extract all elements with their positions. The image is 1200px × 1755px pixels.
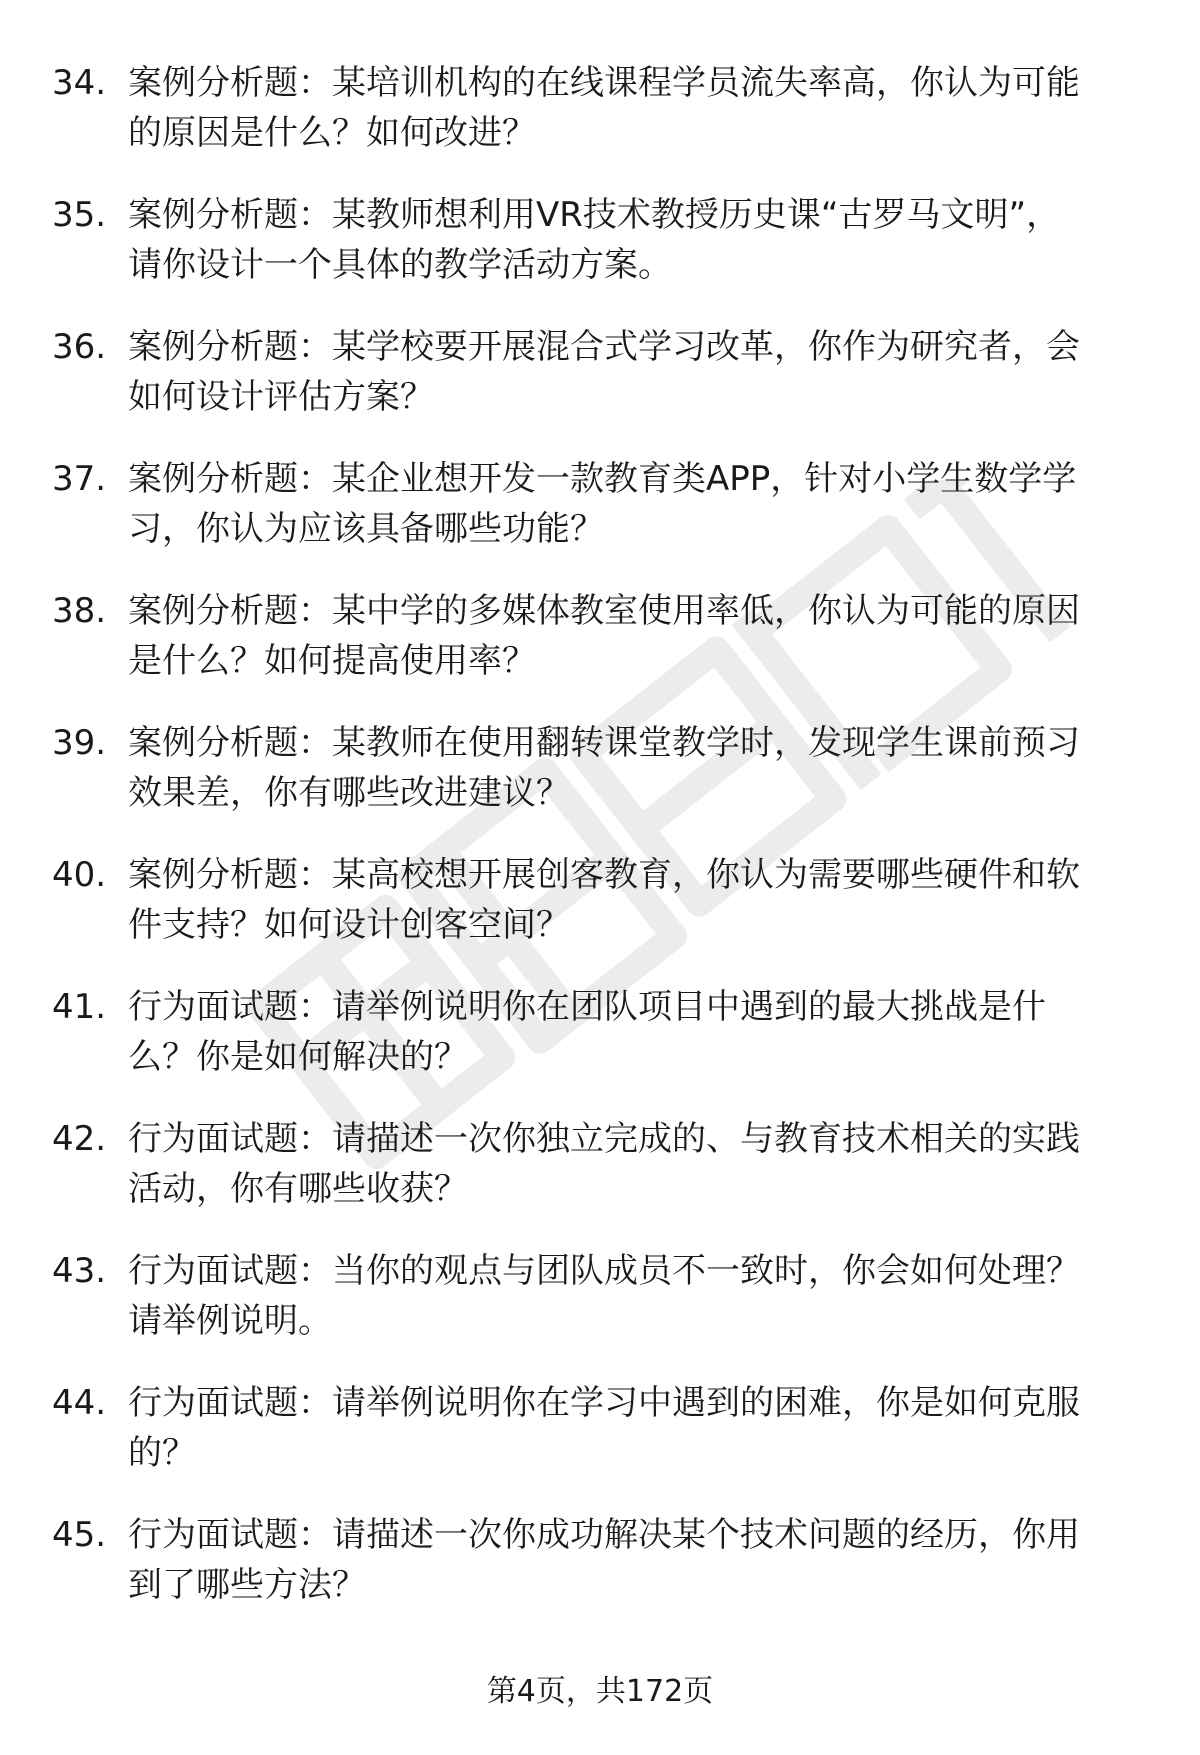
question-number: 43. bbox=[52, 1251, 107, 1291]
list-item bbox=[52, 1510, 1142, 1620]
list-item bbox=[52, 982, 1142, 1092]
question-line: 到了哪些方法？ bbox=[128, 1565, 366, 1605]
question-line: 请你设计一个具体的教学活动方案。 bbox=[128, 245, 672, 285]
question-number: 44. bbox=[52, 1383, 107, 1423]
question-text bbox=[128, 718, 1188, 818]
question-line: 行为面试题：请举例说明你在团队项目中遇到的最大挑战是什 bbox=[128, 987, 1046, 1027]
question-line: 请举例说明。 bbox=[128, 1301, 332, 1341]
question-number: 38. bbox=[52, 591, 107, 631]
question-line: 案例分析题：某教师在使用翻转课堂教学时，发现学生课前预习 bbox=[128, 723, 1080, 763]
question-text bbox=[128, 1114, 1188, 1214]
question-text bbox=[128, 1510, 1188, 1610]
page-indicator: 第4页，共172页 bbox=[486, 1674, 714, 1709]
question-line: 案例分析题：某学校要开展混合式学习改革，你作为研究者，会 bbox=[128, 327, 1080, 367]
question-text bbox=[128, 1378, 1188, 1478]
question-text bbox=[128, 454, 1188, 554]
question-number: 45. bbox=[52, 1515, 107, 1555]
list-item bbox=[52, 850, 1142, 960]
question-text bbox=[128, 586, 1188, 686]
question-text bbox=[128, 322, 1188, 422]
question-line: 如何设计评估方案？ bbox=[128, 377, 434, 417]
question-line: 的原因是什么？如何改进？ bbox=[128, 113, 536, 153]
question-line: 案例分析题：某培训机构的在线课程学员流失率高，你认为可能 bbox=[128, 63, 1080, 103]
question-line: 案例分析题：某中学的多媒体教室使用率低，你认为可能的原因 bbox=[128, 591, 1080, 631]
question-list bbox=[52, 58, 1142, 1642]
question-line: 是什么？如何提高使用率？ bbox=[128, 641, 536, 681]
question-number: 39. bbox=[52, 723, 107, 763]
question-line: 案例分析题：某高校想开展创客教育，你认为需要哪些硬件和软 bbox=[128, 855, 1080, 895]
question-text bbox=[128, 190, 1188, 290]
question-line: 案例分析题：某企业想开发一款教育类APP，针对小学生数学学 bbox=[128, 459, 1077, 499]
list-item bbox=[52, 58, 1142, 168]
question-text bbox=[128, 850, 1188, 950]
question-line: 活动，你有哪些收获？ bbox=[128, 1169, 468, 1209]
question-line: 的？ bbox=[128, 1433, 196, 1473]
question-number: 34. bbox=[52, 63, 107, 103]
question-line: 么？你是如何解决的？ bbox=[128, 1037, 468, 1077]
list-item bbox=[52, 190, 1142, 300]
list-item bbox=[52, 586, 1142, 696]
list-item bbox=[52, 1246, 1142, 1356]
question-line: 效果差，你有哪些改进建议？ bbox=[128, 773, 570, 813]
list-item bbox=[52, 454, 1142, 564]
question-line: 案例分析题：某教师想利用VR技术教授历史课“古罗马文明”， bbox=[128, 195, 1061, 235]
question-line: 件支持？如何设计创客空间？ bbox=[128, 905, 570, 945]
list-item bbox=[52, 1378, 1142, 1488]
list-item bbox=[52, 718, 1142, 828]
question-number: 40. bbox=[52, 855, 107, 895]
question-text bbox=[128, 58, 1188, 158]
list-item bbox=[52, 1114, 1142, 1224]
question-text bbox=[128, 1246, 1188, 1346]
question-line: 行为面试题：请描述一次你独立完成的、与教育技术相关的实践 bbox=[128, 1119, 1080, 1159]
question-number: 37. bbox=[52, 459, 107, 499]
question-line: 行为面试题：请描述一次你成功解决某个技术问题的经历，你用 bbox=[128, 1515, 1080, 1555]
question-line: 行为面试题：当你的观点与团队成员不一致时，你会如何处理？ bbox=[128, 1251, 1080, 1291]
list-item bbox=[52, 322, 1142, 432]
question-text bbox=[128, 982, 1188, 1082]
question-number: 42. bbox=[52, 1119, 107, 1159]
question-number: 41. bbox=[52, 987, 107, 1027]
question-number: 36. bbox=[52, 327, 107, 367]
question-line: 习，你认为应该具备哪些功能？ bbox=[128, 509, 604, 549]
question-number: 35. bbox=[52, 195, 107, 235]
question-line: 行为面试题：请举例说明你在学习中遇到的困难，你是如何克服 bbox=[128, 1383, 1080, 1423]
